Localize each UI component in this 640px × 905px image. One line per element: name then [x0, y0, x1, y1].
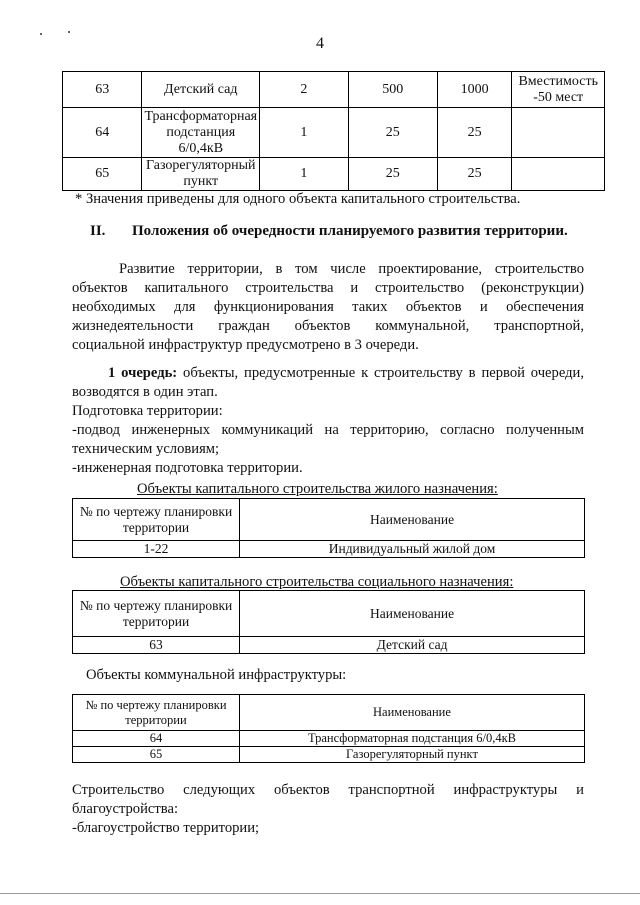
table-row: [73, 747, 585, 763]
table-cell: 64: [63, 108, 142, 158]
list-item: -благоустройство территории;: [72, 820, 260, 836]
paragraph-line: Подготовка территории:: [72, 403, 223, 419]
table-cell: Детский сад: [240, 637, 585, 654]
paragraph-line: социальной инфраструктур предусмотрено в 3 очереди.: [72, 337, 419, 353]
paragraph-line: Строительство следующих объектов транспортной инфраструктуры и: [72, 782, 584, 798]
residential-table: [72, 498, 585, 558]
table-header-cell: № по чертежу планировки территории: [73, 499, 240, 541]
paragraph: [72, 260, 584, 355]
table-cell: 25: [348, 108, 437, 158]
table-cell: 63: [63, 72, 142, 108]
paragraph-line: объектов капитального строительства и строительство (реконструкции): [72, 280, 584, 296]
table-caption: Объекты коммунальной инфраструктуры:: [86, 667, 347, 683]
paragraph-text: объекты, предусмотренные к строительству в первой очереди,: [177, 365, 584, 381]
objects-table: [62, 71, 605, 191]
table-row: [73, 637, 585, 654]
table-header-cell: Наименование: [239, 695, 584, 731]
table-header-row: [73, 695, 585, 731]
table-header-row: [73, 591, 585, 637]
section-number: II.: [90, 223, 106, 239]
list-item-continuation: техническим условиям;: [72, 441, 220, 457]
paragraph-line: необходимых для функционирования таких объектов и обеспечения: [72, 299, 584, 315]
list-item: -инженерная подготовка территории.: [72, 460, 303, 476]
table-caption: Объекты капитального строительства жилого назначения:: [137, 481, 498, 497]
table-cell: 1-22: [73, 541, 240, 558]
scan-edge-line: [0, 893, 640, 894]
table-cell: Детский сад: [142, 72, 260, 108]
scan-mark: [68, 31, 70, 33]
paragraph-line: жизнедеятельности граждан объектов коммунальной, транспортной,: [72, 318, 584, 334]
table-cell: 25: [348, 158, 437, 191]
table-header-row: [73, 499, 585, 541]
paragraph: [72, 364, 584, 478]
paragraph-line: [72, 364, 584, 383]
table-cell: Трансформаторная подстанция 6/0,4кВ: [142, 108, 260, 158]
table-cell: 65: [73, 747, 240, 763]
table-cell: 25: [437, 158, 512, 191]
table-cell: Вместимость -50 мест: [512, 72, 605, 108]
table-row: [63, 158, 605, 191]
table-cell: [512, 108, 605, 158]
table-cell: Трансформаторная подстанция 6/0,4кВ: [239, 731, 584, 747]
communal-table: [72, 694, 585, 763]
table-header-cell: № по чертежу планировки территории: [73, 695, 240, 731]
section-heading: [90, 222, 568, 241]
table-caption: Объекты капитального строительства социального назначения:: [120, 574, 514, 590]
table-cell: Газорегуляторный пункт: [142, 158, 260, 191]
social-table: [72, 590, 585, 654]
paragraph: [72, 781, 584, 838]
table-cell: 63: [73, 637, 240, 654]
table-header-cell: Наименование: [240, 591, 585, 637]
table-cell: [512, 158, 605, 191]
table-cell: Индивидуальный жилой дом: [240, 541, 585, 558]
table-cell: 1: [260, 108, 349, 158]
table-cell: Газорегуляторный пункт: [239, 747, 584, 763]
table-row: [63, 108, 605, 158]
table-row: [73, 731, 585, 747]
paragraph-line: благоустройства:: [72, 801, 179, 817]
bold-label: 1 очередь:: [108, 365, 178, 381]
table-cell: 25: [437, 108, 512, 158]
table-row: [73, 541, 585, 558]
list-item: -подвод инженерных коммуникаций на территорию, согласно полученным: [72, 422, 584, 438]
table-cell: 1000: [437, 72, 512, 108]
table-cell: 2: [260, 72, 349, 108]
table-cell: 1: [260, 158, 349, 191]
paragraph-line: возводятся в один этап.: [72, 384, 218, 400]
table-cell: 64: [73, 731, 240, 747]
footnote: * Значения приведены для одного объекта капитального строительства.: [75, 191, 521, 207]
page-number: 4: [316, 35, 324, 52]
table-header-cell: № по чертежу планировки территории: [73, 591, 240, 637]
table-cell: 500: [348, 72, 437, 108]
table-row: [63, 72, 605, 108]
paragraph-line: Развитие территории, в том числе проектирование, строительство: [119, 261, 584, 277]
section-title: Положения об очередности планируемого развития территории.: [132, 223, 568, 239]
table-cell: 65: [63, 158, 142, 191]
table-header-cell: Наименование: [240, 499, 585, 541]
